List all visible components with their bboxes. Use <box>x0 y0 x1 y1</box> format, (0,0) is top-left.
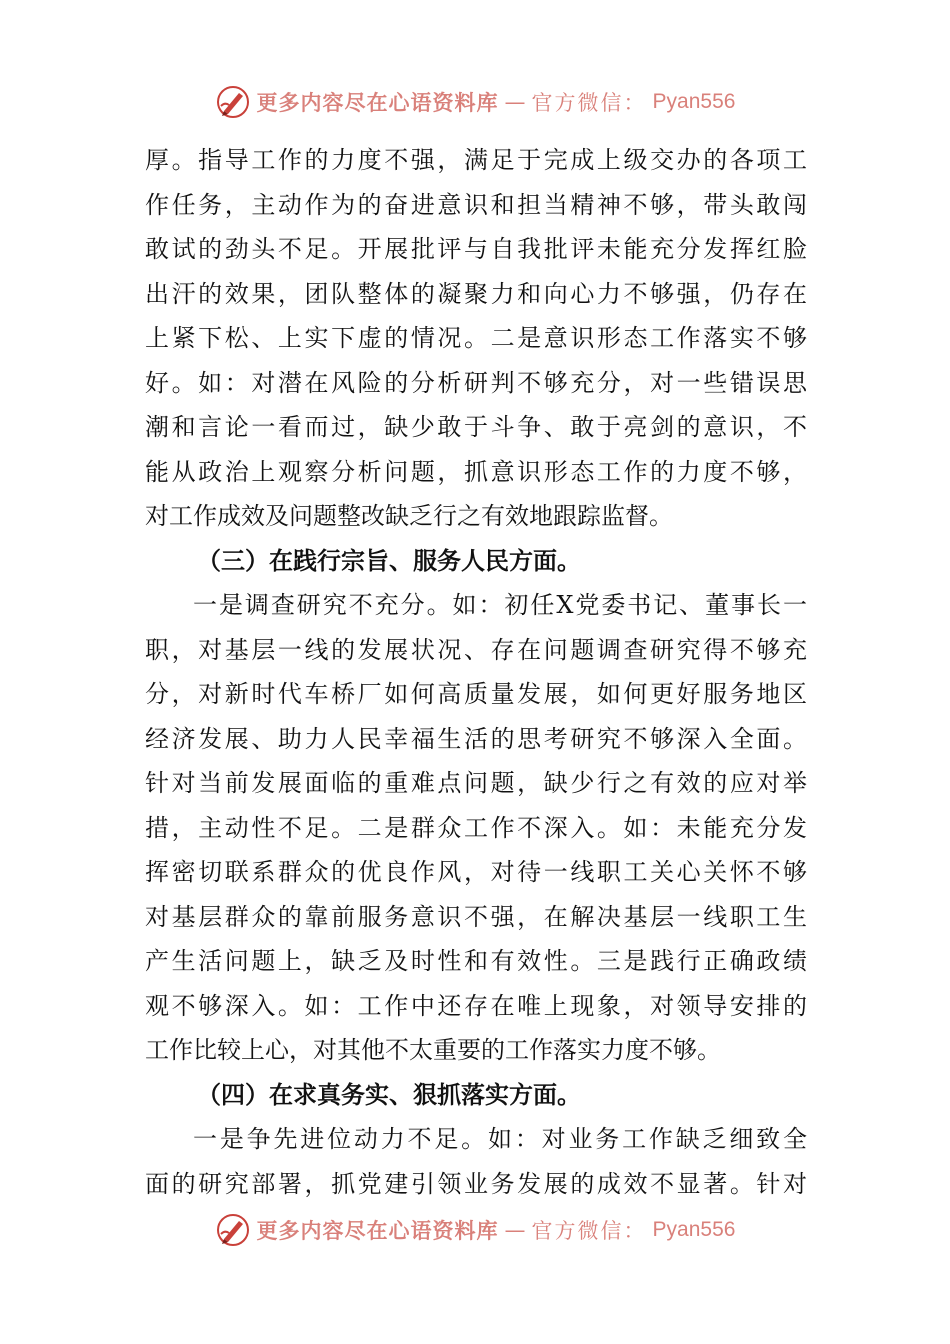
text-line: 一是调查研究不充分。如：初任X党委书记、董事长一 <box>193 591 807 619</box>
watermark-label: 官方微信： <box>531 1219 647 1243</box>
header-watermark <box>0 82 950 122</box>
document-body <box>145 138 807 1206</box>
section-heading: （四）在求真务实、狠抓落实方面。 <box>197 1080 581 1109</box>
text-line: 分，对新时代车桥厂如何高质量发展，如何更好服务地区 <box>145 680 807 708</box>
text-line: 观不够深入。如：工作中还存在唯上现象，对领导安排的 <box>145 991 807 1020</box>
watermark-label: 官方微信： <box>531 91 647 115</box>
watermark-site-text: 更多内容尽在心语资料库 <box>256 1219 499 1243</box>
text-line: 潮和言论一看而过，缺少敢于斗争、敢于亮剑的意识，不 <box>145 413 807 441</box>
text-line: 职，对基层一线的发展状况、存在问题调查研究得不够充 <box>145 635 807 664</box>
paragraph <box>145 1117 807 1206</box>
section-heading: （三）在践行宗旨、服务人民方面。 <box>197 546 581 575</box>
text-line: 产生活问题上，缺乏及时性和有效性。三是践行正确政绩 <box>145 947 807 975</box>
text-line: 出汗的效果，团队整体的凝聚力和向心力不够强，仍存在 <box>145 279 807 308</box>
text-line: 敢试的劲头不足。开展批评与自我批评未能充分发挥红脸 <box>145 235 807 263</box>
text-line: 作任务，主动作为的奋进意识和担当精神不够，带头敢闯 <box>145 190 807 219</box>
watermark-site-text: 更多内容尽在心语资料库 <box>256 91 499 115</box>
watermark-dash: — <box>504 1218 526 1242</box>
watermark-wechat-id: Pyan556 <box>652 1218 736 1241</box>
text-line: 能从政治上观察分析问题，抓意识形态工作的力度不够， <box>145 457 807 486</box>
text-line: 面的研究部署，抓党建引领业务发展的成效不显著。针对 <box>145 1169 807 1198</box>
pen-logo-icon <box>215 1212 251 1248</box>
paragraph <box>145 583 807 1073</box>
text-line: 经济发展、助力人民幸福生活的思考研究不够深入全面。 <box>145 724 807 753</box>
text-line: 厚。指导工作的力度不强，满足于完成上级交办的各项工 <box>145 146 807 174</box>
pen-logo-icon <box>215 84 251 120</box>
text-line: 好。如：对潜在风险的分析研判不够充分，对一些错误思 <box>145 368 807 397</box>
text-line: 措，主动性不足。二是群众工作不深入。如：未能充分发 <box>145 813 807 842</box>
text-line: 对工作成效及问题整改缺乏行之有效地跟踪监督。 <box>145 502 673 530</box>
text-line: 挥密切联系群众的优良作风，对待一线职工关心关怀不够 <box>145 858 807 886</box>
text-line: 针对当前发展面临的重难点问题，缺少行之有效的应对举 <box>145 769 807 797</box>
footer-watermark <box>0 1210 950 1250</box>
text-line: 工作比较上心，对其他不太重要的工作落实力度不够。 <box>145 1036 721 1064</box>
text-line: 对基层群众的靠前服务意识不强，在解决基层一线职工生 <box>145 902 807 931</box>
text-line: 一是争先进位动力不足。如：对业务工作缺乏细致全 <box>193 1125 807 1153</box>
watermark-wechat-id: Pyan556 <box>652 90 736 113</box>
watermark-dash: — <box>504 90 526 114</box>
text-line: 上紧下松、上实下虚的情况。二是意识形态工作落实不够 <box>145 324 807 352</box>
paragraph <box>145 138 807 539</box>
